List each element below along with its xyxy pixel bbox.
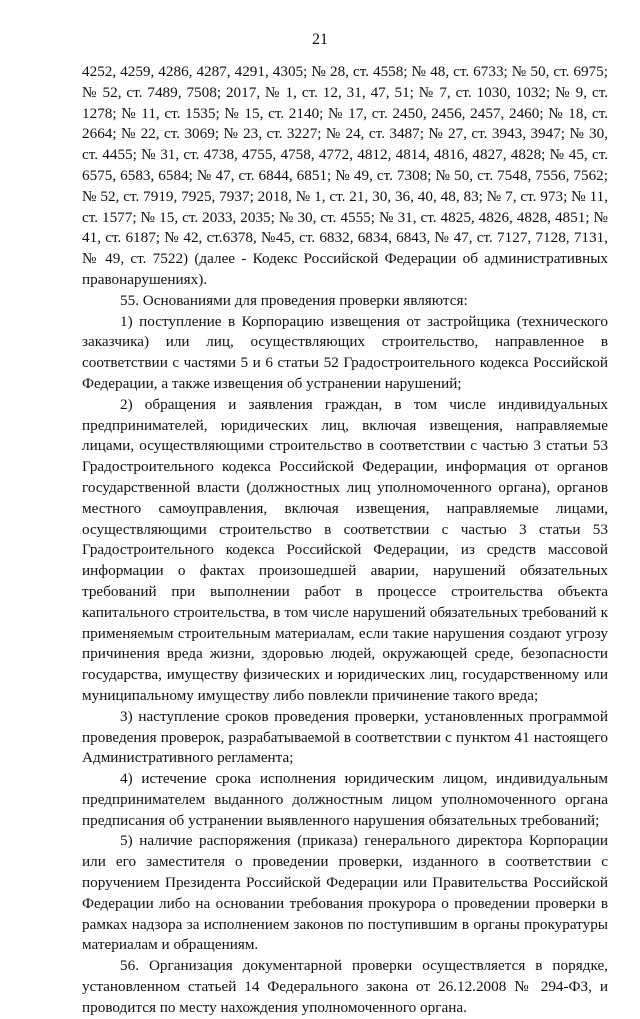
page-number: 21 (312, 31, 328, 48)
paragraph-citation-continuation: 4252, 4259, 4286, 4287, 4291, 4305; № 28, ст. 4558; № 48, ст. 6733; № 50, ст. 6975; № 52, ст. 7489, 7508; 2017, № 1, ст. 12, 31, 47, 51; № 7, ст. 1030, 1032; № 9, ст. 1278; № 11, ст. 1535; № 15, ст. 2140; № 17, ст. 2450, 2456, 2457, 2460; № 18, ст. 2664; № 22, ст. 3069; № 23, ст. 3227; № 24, ст. 3487; № 27, ст. 3943, 3947; № 30, ст. 4455; № 31, ст. 4738, 4755, 4758, 4772, 4812, 4814, 4816, 4827, 4828; № 45, ст. 6575, 6583, 6584; № 47, ст. 6844, 6851; № 49, ст. 7308; № 50, ст. 7548, 7556, 7562; № 52, ст. 7919, 7925, 7937; 2018, № 1, ст. 21, 30, 36, 40, 48, 83; № 7, ст. 973; № 11, ст. 1577; № 15, ст. 2033, 2035; № 30, ст. 4555; № 31, ст. 4825, 4826, 4828, 4851; № 41, ст. 6187; № 42, ст.6378, №45, ст. 6832, 6834, 6843, № 47, ст. 7127, 7128, 7131, № 49, ст. 7522) (далее - Кодекс Российской Федерации об административных правонарушениях). (82, 63, 608, 288)
paragraph-section-55: 55. Основаниями для проведения проверки являются: (120, 291, 468, 309)
paragraph-section-56: 56. Организация документарной проверки осуществляется в порядке, установленном статьей 14 Федерального закона от 26.12.2008 № 294-ФЗ, и проводится по месту нахождения уполномоченного органа. (82, 957, 608, 1016)
paragraph-item-5: 5) наличие распоряжения (приказа) генерального директора Корпорации или его заместителя о проведении проверки, изданного в соответствии с поручением Президента Российской Федерации или Правительства Российской Федерации либо на основании требования прокурора о проведении проверки в рамках надзора за исполнением законов по поступившим в органы прокуратуры материалам и обращениям. (82, 832, 608, 954)
paragraph-item-4: 4) истечение срока исполнения юридическим лицом, индивидуальным предпринимателем выданного должностным лицом уполномоченного органа предписания об устранении выявленного нарушения обязательных требований; (82, 770, 608, 829)
paragraph-item-3: 3) наступление сроков проведения проверки, установленных программой проведения проверок, разрабатываемой в соответствии с пунктом 41 настоящего Административного регламента; (82, 707, 608, 767)
paragraph-item-2: 2) обращения и заявления граждан, в том числе индивидуальных предпринимателей, юридических лиц, включая извещения, направляемые лицами, осуществляющими строительство в соответствии с частью 3 статьи 53 Градостроительного кодекса Российской Федерации, информация от органов государственной власти (должностных лиц уполномоченного органа), органов местного самоуправления, включая извещения, направляемые лицами, осуществляющими строительство в соответствии с частью 3 статьи 53 Градостроительного кодекса Российской Федерации, из средств массовой информации о фактах произошедшей аварии, нарушений обязательных требований при выполнении работ в процессе строительства объекта капитального строительства, в том числе нарушений обязательных требований к применяемым строительным материалам, если такие нарушения создают угрозу причинения вреда жизни, здоровью людей, окружающей среде, безопасности государства, имуществу физических и юридических лиц, государственному или муниципальному имуществу либо повлекли причинение такого вреда; (82, 395, 608, 704)
paragraph-item-1: 1) поступление в Корпорацию извещения от застройщика (технического заказчика) или лиц, осуществляющих строительство, направленное в соответствии с частями 5 и 6 статьи 52 Градостроительного кодекса Российской Федерации, а также извещения об устранении нарушений; (82, 312, 608, 392)
document-body (82, 62, 608, 1019)
